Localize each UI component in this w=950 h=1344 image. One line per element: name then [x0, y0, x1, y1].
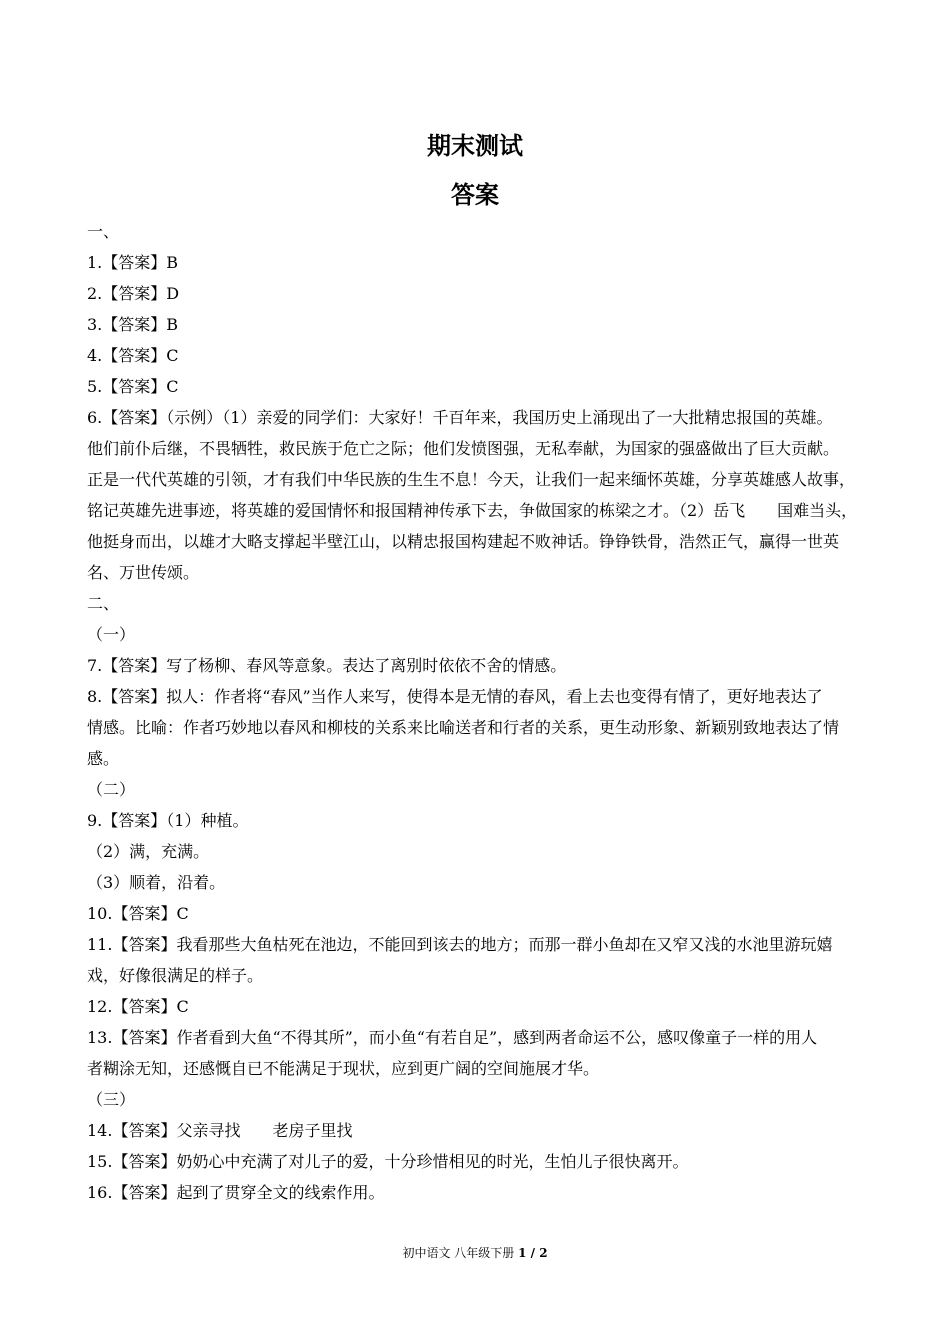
- text-line: 一、: [87, 222, 120, 241]
- text-line: 10.【答案】C: [87, 904, 189, 923]
- text-line: 11.【答案】我看那些大鱼枯死在池边，不能回到该去的地方；而那一群小鱼却在又窄又浅的水池里游玩嬉: [87, 935, 833, 954]
- text-line: （三）: [87, 1090, 136, 1109]
- text-line: 16.【答案】起到了贯穿全文的线索作用。: [87, 1183, 385, 1202]
- text-line: （3）顺着，沿着。: [87, 873, 226, 892]
- page-subtitle: 答案: [451, 181, 499, 209]
- text-line: 正是一代代英雄的引领，才有我们中华民族的生生不息！今天，让我们一起来缅怀英雄，分享英雄感人故事，: [87, 470, 856, 489]
- text-line: 2.【答案】D: [87, 284, 180, 303]
- text-line: （二）: [87, 780, 136, 799]
- text-line: 13.【答案】作者看到大鱼“不得其所”，而小鱼“有若自足”，感到两者命运不公，感叹像童子一样的用人: [87, 1028, 818, 1047]
- text-line: 情感。比喻：作者巧妙地以春风和柳枝的关系来比喻送者和行者的关系，更生动形象、新颖别致地表达了情: [87, 718, 840, 737]
- text-line: 6.【答案】（示例）（1）亲爱的同学们：大家好！千百年来，我国历史上涌现出了一大批精忠报国的英雄。: [87, 408, 833, 427]
- text-line: （一）: [87, 625, 136, 644]
- text-line: 8.【答案】拟人：作者将“春风”当作人来写，使得本是无情的春风，看上去也变得有情了，更好地表达了: [87, 687, 823, 706]
- answer-list: [87, 216, 867, 1208]
- text-line: 12.【答案】C: [87, 997, 189, 1016]
- page-title: 期末测试: [427, 132, 523, 160]
- text-line: 9.【答案】（1）种植。: [87, 811, 249, 830]
- footer-label: 初中语文 八年级下册: [402, 1246, 515, 1260]
- text-line: 他们前仆后继，不畏牺牲，救民族于危亡之际；他们发愤图强，无私奉献，为国家的强盛做出了巨大贡献。: [87, 439, 840, 458]
- text-line: 1.【答案】B: [87, 253, 179, 272]
- text-line: 4.【答案】C: [87, 346, 179, 365]
- text-line: 二、: [87, 594, 120, 613]
- page-number: 1 / 2: [518, 1246, 548, 1260]
- text-line: 15.【答案】奶奶心中充满了对儿子的爱，十分珍惜相见的时光，生怕儿子很快离开。: [87, 1152, 689, 1171]
- text-line: 他挺身而出，以雄才大略支撑起半壁江山，以精忠报国构建起不败神话。铮铮铁骨，浩然正气，赢得一世英: [87, 532, 840, 551]
- text-line: 戏，好像很满足的样子。: [87, 966, 264, 985]
- text-line: 铭记英雄先进事迹，将英雄的爱国情怀和报国精神传承下去，争做国家的栋梁之才。（2）岳飞 国难当头，: [87, 501, 858, 520]
- text-line: 3.【答案】B: [87, 315, 179, 334]
- text-line: 名、万世传颂。: [87, 563, 200, 582]
- text-line: 者糊涂无知，还感慨自已不能满足于现状，应到更广阔的空间施展才华。: [87, 1059, 600, 1078]
- text-line: 感。: [87, 749, 120, 768]
- page-footer: [0, 1244, 950, 1261]
- text-line: 7.【答案】写了杨柳、春风等意象。表达了离别时依依不舍的情感。: [87, 656, 567, 675]
- text-line: 14.【答案】父亲寻找 老房子里找: [87, 1121, 353, 1140]
- text-line: （2）满，充满。: [87, 842, 210, 861]
- text-line: 5.【答案】C: [87, 377, 179, 396]
